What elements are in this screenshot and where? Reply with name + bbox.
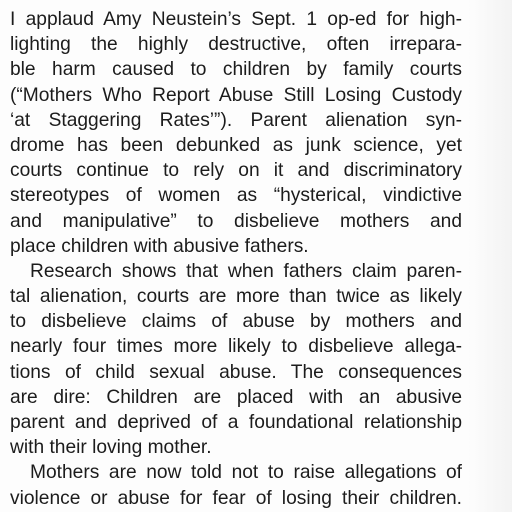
text-line: ‘at Staggering Rates’”). Parent alienation syn- — [10, 109, 462, 131]
text-line: and manipulative” to disbelieve mothers and — [10, 210, 462, 232]
text-line: lighting the highly destructive, often irrepara- — [10, 34, 462, 56]
text-line: with their loving mother. — [10, 437, 212, 459]
text-line: are dire: Children are placed with an abusive — [10, 386, 462, 408]
text-line: tal alienation, courts are more than twice as likely — [10, 286, 462, 308]
text-line: stereotypes of women as “hysterical, vindictive — [10, 185, 462, 207]
text-line: Research shows that when fathers claim paren- — [30, 260, 462, 282]
text-line: place children with abusive fathers. — [10, 235, 309, 257]
paragraph-3 — [10, 460, 462, 510]
text-line: to disbelieve claims of abuse by mothers and — [10, 311, 462, 333]
text-line: parent and deprived of a foundational relationship — [10, 412, 462, 433]
text-line: Mothers are now told not to raise allegations of — [30, 462, 462, 484]
text-line: (“Mothers Who Report Abuse Still Losing Custody — [10, 84, 462, 106]
paper-edge-shading — [468, 0, 512, 512]
text-line: I applaud Amy Neustein’s Sept. 1 op-ed for high- — [10, 9, 462, 30]
paragraph-1 — [10, 7, 462, 259]
paragraph-2 — [10, 259, 462, 461]
text-line: courts continue to rely on it and discriminatory — [10, 160, 462, 182]
text-line: drome has been debunked as junk science, yet — [10, 134, 462, 156]
text-line: nearly four times more likely to disbelieve allega- — [10, 336, 462, 358]
text-line: tions of child sexual abuse. The consequences — [10, 361, 462, 383]
text-line: violence or abuse for fear of losing their children. — [10, 487, 462, 509]
letter-text — [10, 7, 462, 511]
text-line: ble harm caused to children by family courts — [10, 59, 462, 81]
